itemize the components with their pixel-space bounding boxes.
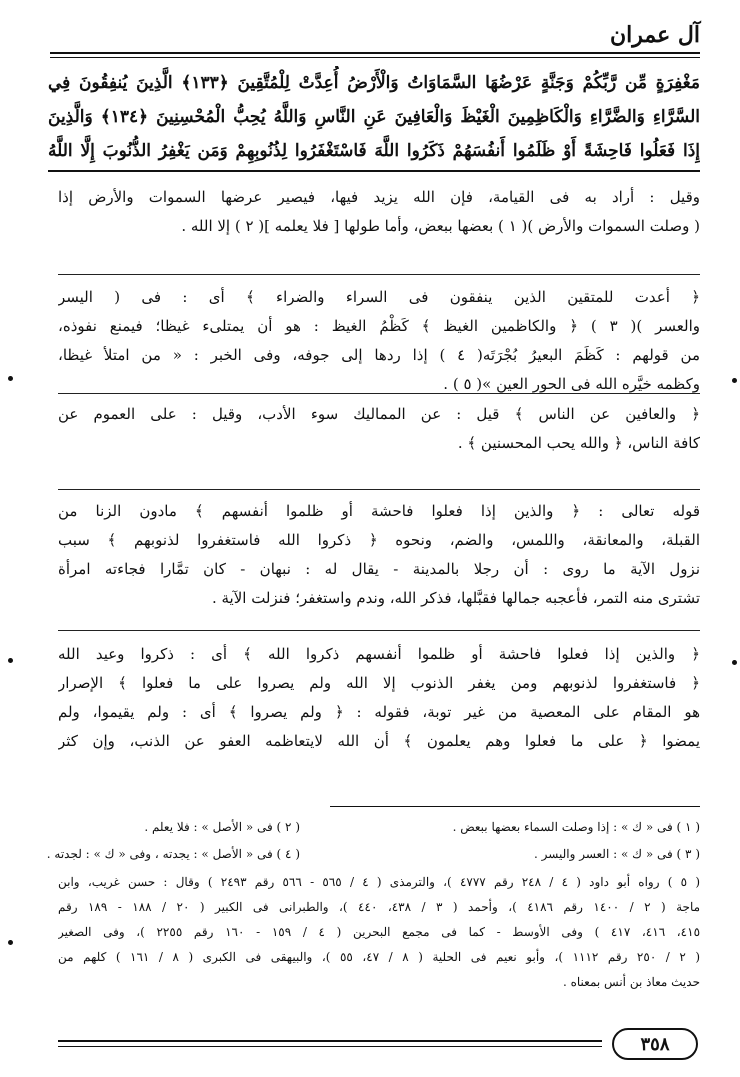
footnote-line: ( ٢ / ٢٥٠ رقم ١١١٢ )، وأبو نعيم فى الحلية ( ٨ / ٤٧، ٥٥ )، والبيهقى فى الكبرى ( ٨ / ١٦١ ) كلهم من	[58, 950, 700, 964]
text-line: نزول الآية ما روى : أن رجلا بالمدينة - يقال له : نبهان - كان تمَّارا فجاءته امرأة	[58, 560, 700, 578]
footnote: ( ٤ ) فى « الأصل » : يجدته ، وفى « ك » : لجدته .	[46, 847, 300, 861]
text-line: ﴿ والذين إذا فعلوا فاحشة أو ظلموا أنفسهم ذكروا الله ﴾ أى : ذكروا وعيد الله	[58, 645, 700, 663]
scan-dot	[8, 376, 13, 381]
header-rule-thin	[50, 57, 700, 58]
paragraph-divider	[58, 274, 700, 275]
text-line: قوله تعالى : ﴿ والذين إذا فعلوا فاحشة أو ظلموا أنفسهم ﴾ مادون الزنا من	[58, 502, 700, 520]
footnote-separator	[330, 806, 700, 807]
commentary-paragraph	[58, 283, 700, 399]
scan-dot	[8, 940, 13, 945]
paragraph-divider	[58, 489, 700, 490]
surah-title: آل عمران	[609, 22, 700, 48]
scan-dot	[732, 660, 737, 665]
text-line: القبلة، والمعانقة، واللمس، والضم، ونحوه ﴿ ذكروا الله فاستغفروا لذنوبهم ﴾ سبب	[58, 531, 700, 549]
commentary-paragraph	[58, 497, 700, 613]
footer-rule	[58, 1040, 602, 1042]
paragraph-divider	[58, 630, 700, 631]
text-line: ﴿ فاستغفروا لذنوبهم ومن يغفر الذنوب إلا الله ولم يصروا على ما فعلوا ﴾ الإصرار	[58, 674, 700, 692]
footer-rule-thin	[58, 1046, 602, 1047]
text-line: ﴿ والعافين عن الناس ﴾ قيل : عن المماليك سوء الأدب، وقيل : على العموم عن	[58, 405, 700, 423]
text-line: هو المقام على المعصية من غير توبة، فقوله : ﴿ ولم يصروا ﴾ أى : ولم يقيموا، ولم	[58, 703, 700, 721]
quran-line: السَّرَّاءِ وَالضَّرَّاءِ وَالْكَاظِمِينَ الْغَيْظَ وَالْعَافِينَ عَنِ النَّاسِ وَاللَّهُ يُحِبُّ الْمُحْسِنِينَ ﴿١٣٤﴾ وَالَّذِينَ	[48, 107, 700, 127]
footnote: ( ١ ) فى « ك » : إذا وصلت السماء بعضها ببعض .	[452, 820, 700, 834]
commentary-paragraph	[58, 400, 700, 458]
text-line: تشترى منه التمر، فأعجبه جمالها فقبَّلها، فذكر الله، وندم واستغفر؛ فنزلت الآية .	[211, 589, 700, 607]
quran-line: مَغْفِرَةٍ مِّن رَّبِّكُمْ وَجَنَّةٍ عَرْضُهَا السَّمَاوَاتُ وَالْأَرْضُ أُعِدَّتْ لِلْمُتَّقِينَ ﴿١٣٣﴾ الَّذِينَ يُنفِقُونَ فِي	[48, 73, 700, 93]
text-line: من قولهم : كَظَمَ البعيرُ بُجْرَتَه( ٤ ) إذا ردها إلى جوفه، وفى الخبر : « من امتلأ غيظا،	[58, 346, 700, 364]
paragraph-divider	[58, 393, 700, 394]
text-line: وكظمه خيَّره الله فى الحور العين »( ٥ ) .	[443, 375, 700, 393]
footnote-line: ( ٥ ) رواه أبو داود ( ٤ / ٢٤٨ رقم ٤٧٧٧ )، والترمذى ( ٤ / ٥٦٥ - ٥٦٦ رقم ٢٤٩٣ ) وقال : حسن غريب، وابن	[58, 875, 700, 889]
footnote-line: ماجة ( ٢ / ١٤٠٠ رقم ٤١٨٦ )، وأحمد ( ٣ / ٤٣٨، ٤٤٠ )، والطبرانى فى الكبير ( ٢٠ / ١٨٨ - ١٨٩ رقم	[58, 900, 700, 914]
scan-dot	[732, 378, 737, 383]
quran-verses	[48, 62, 700, 172]
footnote: ( ٣ ) فى « ك » : العسر واليسر .	[534, 847, 700, 861]
commentary-paragraph	[58, 183, 700, 241]
quran-line: إِذَا فَعَلُوا فَاحِشَةً أَوْ ظَلَمُوا أَنفُسَهُمْ ذَكَرُوا اللَّهَ فَاسْتَغْفَرُوا لِذُنُوبِهِمْ وَمَن يَغْفِرُ الذُّنُوبَ إِلَّا اللَّهُ	[48, 141, 700, 161]
footnote-line: حديث معاذ بن أنس بمعناه .	[562, 975, 700, 989]
text-line: ﴿ أعدت للمتقين الذين ينفقون فى السراء والضراء ﴾ أى : فى ( اليسر	[58, 288, 700, 306]
footnote-line: ٤١٥، ٤١٦، ٤١٧ ) وفى الأوسط - كما فى مجمع البحرين ( ٤ / ١٥٩ - ١٦٠ رقم ٢٢٥٥ )، وفى الصغير	[58, 925, 700, 939]
page-number: ٣٥٨	[612, 1028, 698, 1060]
scan-dot	[8, 658, 13, 663]
text-line: كافة الناس، ﴿ والله يحب المحسنين ﴾ .	[457, 434, 700, 452]
text-line: يمضوا ﴿ على ما فعلوا وهم يعلمون ﴾ أن الله لايتعاظمه العفو عن الذنب، وإن كثر	[58, 732, 700, 750]
text-line: ( وصلت السموات والأرض )( ١ ) بعضها ببعض، وأما طولها [ فلا يعلمه ]( ٢ ) إلا الله .	[181, 217, 700, 235]
footnote: ( ٢ ) فى « الأصل » : فلا يعلم .	[144, 820, 300, 834]
text-line: وقيل : أراد به فى القيامة، فإن الله يزيد فيها، فيصير عرضها السموات والأرض إذا	[58, 188, 700, 206]
commentary-paragraph	[58, 640, 700, 756]
header-rule	[50, 52, 700, 54]
footnote-long	[58, 870, 700, 995]
text-line: والعسر )( ٣ ) ﴿ والكاظمين الغيظ ﴾ كَظْمُ الغيظ : هو أن يمتلىء غيظا؛ فيمنع نفوذه،	[58, 317, 700, 335]
